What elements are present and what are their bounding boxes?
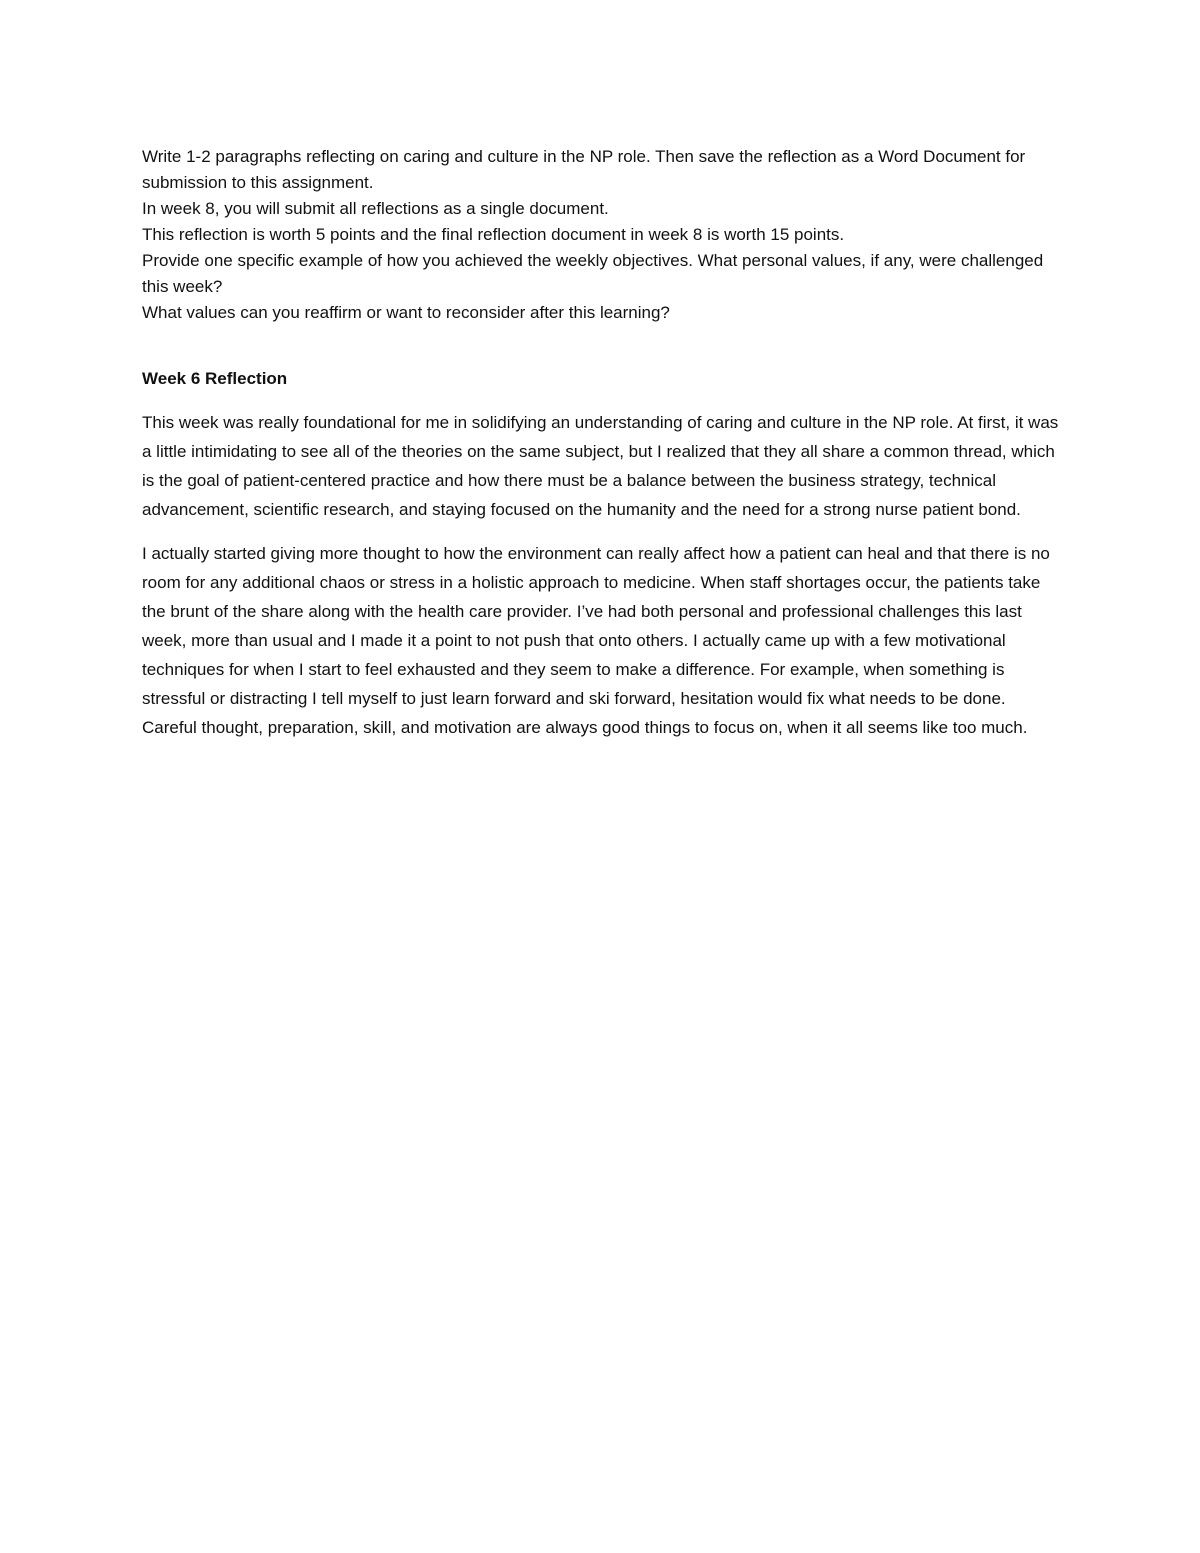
instruction-line: In week 8, you will submit all reflections as a single document. — [142, 199, 609, 218]
assignment-instructions — [142, 144, 1062, 326]
instruction-line: This reflection is worth 5 points and the final reflection document in week 8 is worth 15 points. — [142, 225, 845, 244]
reflection-paragraph-1: This week was really foundational for me in solidifying an understanding of caring and culture in the NP role. At first, it was a little intimidating to see all of the theories on the same subject, but I realized that they all share a common thread, which is the goal of patient-centered practice and how there must be a balance between the business strategy, technical advancement, scientific research, and staying focused on the humanity and the need for a strong nurse patient bond. — [142, 413, 1059, 519]
reflection-paragraph-2: I actually started giving more thought to how the environment can really affect how a patient can heal and that there is no room for any additional chaos or stress in a holistic approach to medicine. When staff shortages occur, the patients take the brunt of the share along with the health care provider. I’ve had both personal and professional challenges this last week, more than usual and I made it a point to not push that onto others. I actually came up with a few motivational techniques for when I start to feel exhausted and they seem to make a difference. For example, when something is stressful or distracting I tell myself to just learn forward and ski forward, hesitation would fix what needs to be done. Careful thought, preparation, skill, and motivation are always good things to focus on, when it all seems like too much. — [142, 544, 1050, 737]
instruction-line: Provide one specific example of how you achieved the weekly objectives. What personal values, if any, were challenged this week? — [142, 251, 1044, 296]
instruction-line: What values can you reaffirm or want to reconsider after this learning? — [142, 303, 670, 322]
instruction-line: Write 1-2 paragraphs reflecting on caring and culture in the NP role. Then save the reflection as a Word Document for submission to this assignment. — [142, 147, 1026, 192]
document-content — [142, 144, 1062, 757]
reflection-title: Week 6 Reflection — [142, 369, 288, 388]
